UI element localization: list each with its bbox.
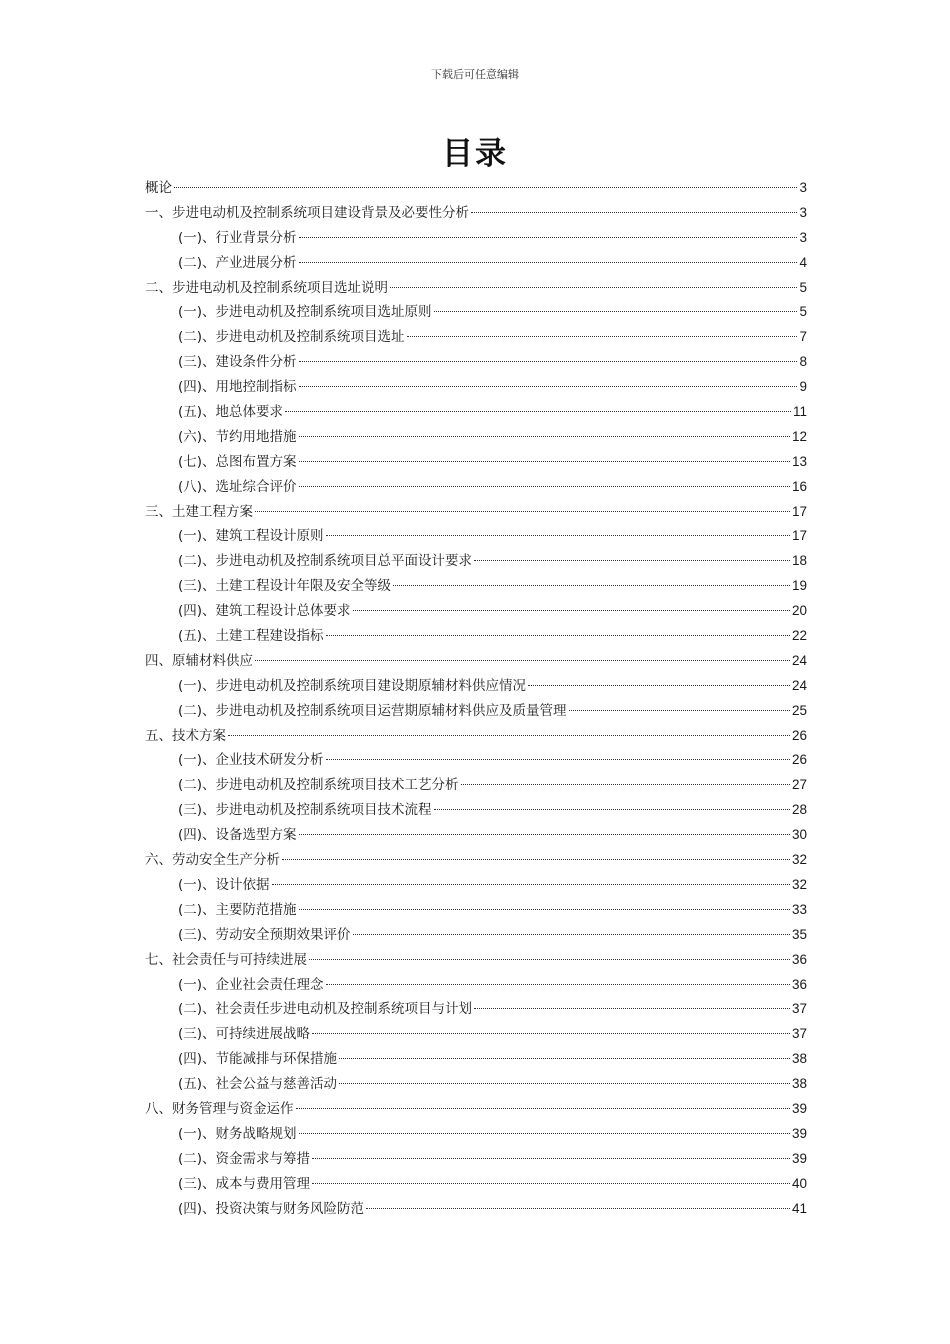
toc-leader-dots <box>326 635 790 636</box>
toc-leader-dots <box>326 535 790 536</box>
toc-page-number: 37 <box>791 1026 807 1042</box>
toc-page-number: 38 <box>791 1051 807 1067</box>
header-note: 下载后可任意编辑 <box>431 68 519 81</box>
toc-page-number: 3 <box>799 204 807 220</box>
toc-page-number: 24 <box>791 677 807 693</box>
toc-entry-text: 概论 <box>145 180 172 196</box>
toc-page-number: 11 <box>792 404 807 420</box>
toc-page-number: 38 <box>791 1076 807 1092</box>
toc-entry[interactable] <box>145 251 807 276</box>
toc-leader-dots <box>312 1158 790 1159</box>
toc-entry[interactable] <box>145 524 807 549</box>
toc-page-number: 4 <box>799 254 807 270</box>
toc-entry[interactable] <box>145 500 807 525</box>
toc-entry[interactable] <box>145 400 807 425</box>
toc-leader-dots <box>255 511 790 512</box>
toc-page-number: 26 <box>791 727 807 743</box>
toc-page-number: 22 <box>791 628 807 644</box>
toc-entry-text: (二)、步进电动机及控制系统项目技术工艺分析 <box>178 777 459 794</box>
toc-leader-dots <box>339 1058 790 1059</box>
toc-page-number: 30 <box>791 827 807 843</box>
toc-page-number: 24 <box>791 652 807 668</box>
toc-leader-dots <box>296 1108 790 1109</box>
toc-entry[interactable] <box>145 176 807 201</box>
toc-entry-text: (五)、地总体要求 <box>178 404 284 421</box>
toc-leader-dots <box>255 660 790 661</box>
toc-entry-text: 四、原辅材料供应 <box>145 652 253 669</box>
toc-leader-dots <box>299 361 798 362</box>
toc-page-number: 26 <box>791 752 807 768</box>
toc-leader-dots <box>390 287 797 288</box>
toc-entry[interactable] <box>145 823 807 848</box>
toc-leader-dots <box>353 610 790 611</box>
toc-entry[interactable] <box>145 973 807 998</box>
toc-page-number: 39 <box>791 1125 807 1141</box>
toc-leader-dots <box>434 809 790 810</box>
toc-leader-dots <box>285 411 791 412</box>
toc-page-number: 37 <box>791 1001 807 1017</box>
toc-entry[interactable] <box>145 226 807 251</box>
toc-leader-dots <box>174 187 797 188</box>
toc-page-number: 9 <box>799 379 807 395</box>
toc-entry[interactable] <box>145 1172 807 1197</box>
toc-entry-text: 八、财务管理与资金运作 <box>145 1100 294 1117</box>
toc-entry[interactable] <box>145 599 807 624</box>
toc-entry-text: (二)、步进电动机及控制系统项目选址 <box>178 329 405 346</box>
toc-entry-text: (二)、主要防范措施 <box>178 901 297 918</box>
toc-entry[interactable] <box>145 997 807 1022</box>
toc-entry[interactable] <box>145 450 807 475</box>
toc-entry[interactable] <box>145 724 807 749</box>
toc-page-number: 5 <box>799 304 807 320</box>
toc-leader-dots <box>299 1133 790 1134</box>
toc-entry-text: (二)、资金需求与筹措 <box>178 1150 311 1167</box>
toc-leader-dots <box>326 984 790 985</box>
toc-entry-text: (六)、节约用地措施 <box>178 428 297 445</box>
toc-leader-dots <box>474 560 790 561</box>
toc-entry[interactable] <box>145 1072 807 1097</box>
toc-entry[interactable] <box>145 325 807 350</box>
toc-entry-text: (三)、可持续进展战略 <box>178 1026 311 1043</box>
toc-entry[interactable] <box>145 1197 807 1222</box>
toc-entry-text: (一)、行业背景分析 <box>178 229 297 246</box>
toc-entry-text: (四)、用地控制指标 <box>178 379 297 396</box>
toc-leader-dots <box>228 735 790 736</box>
toc-leader-dots <box>299 436 790 437</box>
toc-entry[interactable] <box>145 201 807 226</box>
toc-page-number: 35 <box>791 926 807 942</box>
toc-entry-text: (七)、总图布置方案 <box>178 453 297 470</box>
toc-entry-text: (四)、投资决策与财务风险防范 <box>178 1200 365 1217</box>
toc-entry-text: (一)、财务战略规划 <box>178 1125 297 1142</box>
toc-entry-text: (四)、建筑工程设计总体要求 <box>178 603 351 620</box>
toc-entry-text: (二)、步进电动机及控制系统项目总平面设计要求 <box>178 553 473 570</box>
toc-entry-text: (三)、土建工程设计年限及安全等级 <box>178 578 392 595</box>
toc-page-number: 32 <box>791 876 807 892</box>
toc-leader-dots <box>312 1033 790 1034</box>
toc-page-number: 41 <box>791 1200 807 1216</box>
toc-entry-text: 七、社会责任与可持续进展 <box>145 951 307 968</box>
toc-leader-dots <box>299 237 798 238</box>
toc-page-number: 13 <box>791 453 807 469</box>
toc-leader-dots <box>393 585 790 586</box>
toc-page-number: 3 <box>799 180 807 195</box>
toc-leader-dots <box>299 461 790 462</box>
toc-entry-text: 二、步进电动机及控制系统项目选址说明 <box>145 279 388 296</box>
toc-entry[interactable] <box>145 624 807 649</box>
toc-entry[interactable] <box>145 350 807 375</box>
toc-page-number: 5 <box>799 279 807 295</box>
toc-entry[interactable] <box>145 1047 807 1072</box>
toc-page-number: 36 <box>791 976 807 992</box>
toc-page-number: 32 <box>791 852 807 868</box>
toc-entry-text: (一)、步进电动机及控制系统项目选址原则 <box>178 304 432 321</box>
toc-leader-dots <box>299 834 790 835</box>
toc-entry[interactable] <box>145 425 807 450</box>
toc-entry[interactable] <box>145 649 807 674</box>
toc-leader-dots <box>434 311 798 312</box>
toc-entry[interactable] <box>145 1147 807 1172</box>
page-title: 目录 <box>442 136 508 172</box>
toc-leader-dots <box>353 934 790 935</box>
toc-leader-dots <box>528 685 790 686</box>
toc-entry-text: (一)、步进电动机及控制系统项目建设期原辅材料供应情况 <box>178 677 527 694</box>
toc-leader-dots <box>339 1083 790 1084</box>
toc-leader-dots <box>326 759 790 760</box>
toc-entry[interactable] <box>145 1022 807 1047</box>
toc-page-number: 20 <box>791 603 807 619</box>
toc-entry-text: (五)、社会公益与慈善活动 <box>178 1076 338 1093</box>
toc-entry-text: (一)、企业社会责任理念 <box>178 976 324 993</box>
toc-entry[interactable] <box>145 300 807 325</box>
toc-leader-dots <box>461 784 790 785</box>
toc-leader-dots <box>312 1183 790 1184</box>
toc-page-number: 8 <box>799 354 807 370</box>
toc-page-number: 27 <box>791 777 807 793</box>
toc-entry[interactable] <box>145 873 807 898</box>
toc-leader-dots <box>471 212 797 213</box>
toc-entry[interactable] <box>145 1122 807 1147</box>
toc-page-number: 36 <box>791 951 807 967</box>
toc-entry[interactable] <box>145 699 807 724</box>
toc-entry[interactable] <box>145 898 807 923</box>
toc-entry-text: (三)、步进电动机及控制系统项目技术流程 <box>178 802 432 819</box>
toc-entry-text: 一、步进电动机及控制系统项目建设背景及必要性分析 <box>145 204 469 221</box>
toc-entry-text: (一)、建筑工程设计原则 <box>178 528 324 545</box>
toc-entry-text: (五)、土建工程建设指标 <box>178 628 324 645</box>
table-of-contents <box>145 176 807 1221</box>
toc-leader-dots <box>474 1008 790 1009</box>
toc-page-number: 17 <box>791 528 807 544</box>
toc-page-number: 19 <box>791 578 807 594</box>
toc-entry-text: (三)、成本与费用管理 <box>178 1175 311 1192</box>
toc-page-number: 33 <box>791 901 807 917</box>
toc-entry[interactable] <box>145 773 807 798</box>
toc-page-number: 39 <box>791 1100 807 1116</box>
toc-leader-dots <box>299 486 790 487</box>
toc-entry-text: (一)、企业技术研发分析 <box>178 752 324 769</box>
toc-entry-text: 六、劳动安全生产分析 <box>145 852 280 869</box>
toc-entry[interactable] <box>145 674 807 699</box>
toc-entry-text: (三)、劳动安全预期效果评价 <box>178 926 351 943</box>
toc-page-number: 40 <box>791 1175 807 1191</box>
toc-leader-dots <box>299 262 798 263</box>
toc-entry-text: (四)、节能减排与环保措施 <box>178 1051 338 1068</box>
toc-leader-dots <box>299 909 790 910</box>
toc-entry-text: (二)、步进电动机及控制系统项目运营期原辅材料供应及质量管理 <box>178 702 567 719</box>
toc-entry[interactable] <box>145 948 807 973</box>
toc-entry-text: (一)、设计依据 <box>178 876 270 893</box>
toc-page-number: 12 <box>791 428 807 444</box>
toc-leader-dots <box>366 1208 790 1209</box>
toc-entry-text: (二)、产业进展分析 <box>178 254 297 271</box>
toc-entry[interactable] <box>145 848 807 873</box>
toc-entry[interactable] <box>145 549 807 574</box>
toc-entry[interactable] <box>145 574 807 599</box>
toc-page-number: 17 <box>791 503 807 519</box>
toc-leader-dots <box>299 386 798 387</box>
toc-entry[interactable] <box>145 748 807 773</box>
toc-leader-dots <box>309 959 790 960</box>
toc-leader-dots <box>407 336 798 337</box>
toc-entry[interactable] <box>145 1097 807 1122</box>
toc-entry-text: (三)、建设条件分析 <box>178 354 297 371</box>
toc-page-number: 39 <box>791 1150 807 1166</box>
toc-entry-text: 三、土建工程方案 <box>145 503 253 520</box>
toc-page-number: 3 <box>799 229 807 245</box>
toc-page-number: 25 <box>791 702 807 718</box>
toc-page-number: 16 <box>791 478 807 494</box>
toc-entry-text: (四)、设备选型方案 <box>178 827 297 844</box>
toc-leader-dots <box>282 859 790 860</box>
toc-entry[interactable] <box>145 375 807 400</box>
toc-page-number: 7 <box>799 329 807 345</box>
toc-leader-dots <box>569 710 790 711</box>
toc-entry[interactable] <box>145 475 807 500</box>
toc-entry-text: (二)、社会责任步进电动机及控制系统项目与计划 <box>178 1001 473 1018</box>
toc-entry-text: (八)、选址综合评价 <box>178 478 297 495</box>
toc-entry[interactable] <box>145 798 807 823</box>
toc-entry-text: 五、技术方案 <box>145 727 226 744</box>
toc-page-number: 18 <box>791 553 807 569</box>
toc-page-number: 28 <box>791 802 807 818</box>
toc-entry[interactable] <box>145 923 807 948</box>
toc-leader-dots <box>272 884 790 885</box>
toc-entry[interactable] <box>145 276 807 301</box>
